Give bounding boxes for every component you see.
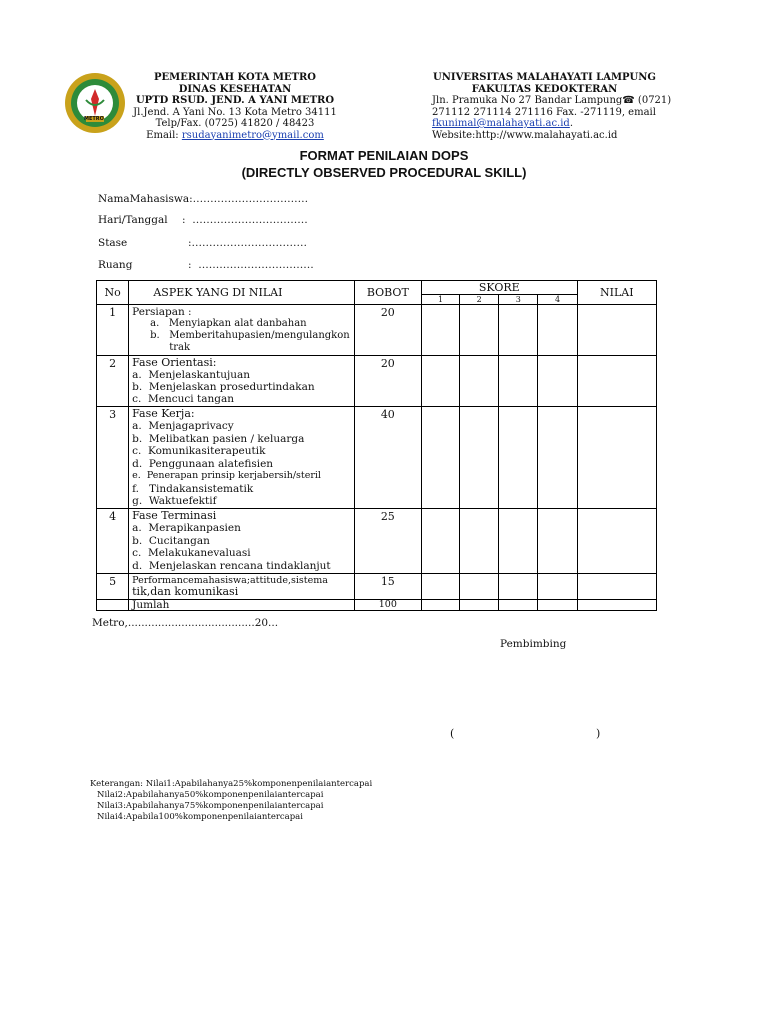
row-title: Performancemahasiswa;attitude,sistema — [132, 574, 328, 586]
row-bobot: 25 — [354, 509, 421, 574]
col-header-score-1: 1 — [421, 295, 459, 305]
nilai-cell[interactable] — [577, 305, 656, 356]
header-left-line: UPTD RSUD. JEND. A YANI METRO — [135, 95, 335, 106]
row-title: Fase Kerja: — [132, 407, 195, 420]
note-line: Nilai3:Apabilahanya75%komponenpenilaiantercapai — [97, 801, 324, 811]
field-sep: : — [188, 237, 192, 249]
score-cell[interactable] — [421, 599, 459, 610]
email-label: Email: — [146, 129, 179, 141]
row-bobot: 20 — [354, 305, 421, 356]
row-item: a. Merapikanpasien — [132, 522, 241, 534]
field-label: Ruang — [98, 259, 133, 271]
score-cell[interactable] — [421, 573, 459, 599]
col-header-no: No — [97, 281, 129, 305]
score-cell[interactable] — [460, 356, 499, 407]
score-cell[interactable] — [538, 356, 577, 407]
field-nama — [98, 193, 308, 205]
header-right-email-row — [432, 118, 672, 130]
score-cell[interactable] — [499, 509, 538, 574]
note-line: Nilai2:Apabilahanya50%komponenpenilaiantercapai — [97, 790, 324, 800]
row-bobot: 20 — [354, 356, 421, 407]
col-header-aspek: ASPEK YANG DI NILAI — [129, 281, 355, 305]
header-left — [130, 72, 340, 141]
notes — [90, 779, 372, 823]
table-row — [97, 407, 657, 509]
col-header-score-2: 2 — [460, 295, 499, 305]
col-header-nilai: NILAI — [577, 281, 656, 305]
header-right-line: 271112 271114 271116 Fax. -271119, email — [432, 106, 656, 118]
row-item: e. Penerapan prinsip kerjabersih/steril — [132, 470, 321, 481]
col-header-score-3: 3 — [499, 295, 538, 305]
note-line: Keterangan: Nilai1:Apabilahanya25%komponenpenilaiantercapai — [90, 779, 373, 789]
table-row — [97, 509, 657, 574]
row-item: b. Melibatkan pasien / keluarga — [132, 432, 305, 445]
row-title: Fase Terminasi — [132, 509, 217, 522]
field-label: Hari/Tanggal — [98, 214, 168, 226]
row-item: a. Menyiapkan alat danbahan — [150, 318, 307, 329]
col-header-bobot: BOBOT — [354, 281, 421, 305]
score-cell[interactable] — [499, 599, 538, 610]
row-item: d. Menjelaskan rencana tindaklanjut — [132, 559, 331, 572]
field-stase — [98, 237, 307, 249]
field-label: NamaMahasiswa — [98, 193, 190, 205]
signature-open-paren: ( — [450, 727, 455, 740]
row-no: 3 — [97, 407, 129, 509]
nilai-cell[interactable] — [577, 509, 656, 574]
assessment-table — [96, 280, 657, 611]
page-title: FORMAT PENILAIAN DOPS — [299, 148, 469, 163]
signer-title: Pembimbing — [500, 638, 567, 650]
row-item: trak — [150, 342, 191, 353]
row-item: d. Penggunaan alatefisien — [132, 457, 274, 470]
row-bobot: 40 — [354, 407, 421, 509]
row-item: a. Menjelaskantujuan — [132, 369, 251, 381]
table-row — [97, 305, 657, 356]
logo-text: METRO — [84, 116, 104, 122]
row-item: tik,dan komunikasi — [132, 584, 239, 598]
header-right — [432, 72, 672, 141]
header-right-line: UNIVERSITAS MALAHAYATI LAMPUNG — [433, 72, 656, 83]
row-item: f. Tindakansistematik — [132, 482, 254, 495]
row-item: c. Mencuci tangan — [132, 393, 234, 405]
row-item: b. Cucitangan — [132, 534, 210, 547]
field-input[interactable]: …………………………… — [191, 237, 308, 249]
score-cell[interactable] — [460, 407, 499, 509]
total-bobot: 100 — [354, 599, 421, 610]
row-aspek — [129, 305, 355, 356]
page-subtitle: (DIRECTLY OBSERVED PROCEDURAL SKILL) — [241, 165, 527, 180]
row-aspek — [129, 407, 355, 509]
row-title: Persiapan : — [132, 306, 192, 318]
score-cell[interactable] — [538, 599, 577, 610]
row-no: 1 — [97, 305, 129, 356]
score-cell[interactable] — [460, 573, 499, 599]
score-cell[interactable] — [460, 599, 499, 610]
score-cell[interactable] — [499, 356, 538, 407]
signature-close-paren: ) — [596, 727, 601, 740]
col-header-skore: SKORE — [421, 281, 577, 295]
field-hari-tanggal — [98, 214, 308, 226]
header-left-email-row — [130, 130, 340, 142]
header-left-line: PEMERINTAH KOTA METRO — [154, 72, 316, 83]
score-cell[interactable] — [421, 407, 459, 509]
header-right-line: FAKULTAS KEDOKTERAN — [471, 83, 618, 95]
header-left-line: Telp/Fax. (0725) 41820 / 48423 — [155, 118, 315, 129]
hospital-email-link[interactable]: rsudayanimetro@ymail.com — [181, 129, 324, 141]
score-cell[interactable] — [538, 573, 577, 599]
score-cell[interactable] — [499, 305, 538, 356]
header-right-line: Jln. Pramuka No 27 Bandar Lampung☎ (0721) — [432, 95, 672, 106]
score-cell[interactable] — [538, 407, 577, 509]
field-label: Stase — [98, 237, 128, 249]
faculty-website: Website:http://www.malahayati.ac.id — [432, 129, 618, 141]
row-aspek — [129, 509, 355, 574]
row-bobot: 15 — [354, 573, 421, 599]
row-item: a. Menjagaprivacy — [132, 420, 234, 432]
score-cell[interactable] — [499, 573, 538, 599]
table-row — [97, 573, 657, 599]
row-aspek — [129, 356, 355, 407]
field-input[interactable]: …………………………… — [198, 259, 314, 271]
field-sep: : — [182, 214, 186, 226]
score-cell[interactable] — [421, 356, 459, 407]
row-aspek — [129, 573, 355, 599]
col-header-score-4: 4 — [538, 295, 577, 305]
header-left-line: DINAS KESEHATAN — [178, 83, 292, 95]
row-item: c. Melakukanevaluasi — [132, 547, 251, 559]
nilai-cell[interactable] — [577, 599, 656, 610]
field-input[interactable]: …………………………… — [192, 214, 308, 226]
nilai-cell[interactable] — [577, 407, 656, 509]
nilai-cell[interactable] — [577, 356, 656, 407]
row-item: b. Memberitahupasien/mengulangkon — [150, 330, 350, 341]
faculty-email-link[interactable]: fkunimal@malahayati.ac.id — [432, 118, 570, 129]
field-sep: : — [189, 193, 193, 205]
hospital-logo — [64, 72, 126, 134]
score-cell[interactable] — [460, 305, 499, 356]
score-cell[interactable] — [460, 509, 499, 574]
score-cell[interactable] — [421, 305, 459, 356]
note-line: Nilai4:Apabila100%komponenpenilaiantercapai — [97, 812, 303, 822]
row-item: b. Menjelaskan prosedurtindakan — [132, 381, 315, 393]
score-cell[interactable] — [538, 305, 577, 356]
place-date: Metro,......................................20... — [92, 617, 279, 629]
row-title: Fase Orientasi: — [132, 356, 217, 369]
row-no: 2 — [97, 356, 129, 407]
row-no: 5 — [97, 573, 129, 599]
total-label: Jumlah — [129, 599, 355, 610]
score-cell[interactable] — [499, 407, 538, 509]
table-row — [97, 356, 657, 407]
row-no: 4 — [97, 509, 129, 574]
row-item: g. Waktuefektif — [132, 495, 217, 507]
email-suffix: . — [569, 118, 574, 129]
table-total-row — [97, 599, 657, 610]
table-header-row — [97, 281, 657, 295]
field-sep: : — [188, 259, 192, 271]
score-cell[interactable] — [538, 509, 577, 574]
field-input[interactable]: …………………………… — [192, 193, 309, 205]
header-left-line: Jl.Jend. A Yani No. 13 Kota Metro 34111 — [133, 106, 337, 118]
nilai-cell[interactable] — [577, 573, 656, 599]
score-cell[interactable] — [421, 509, 459, 574]
field-ruang — [98, 259, 314, 271]
total-no-cell — [97, 599, 129, 610]
row-item: c. Komunikasiterapeutik — [132, 445, 266, 457]
